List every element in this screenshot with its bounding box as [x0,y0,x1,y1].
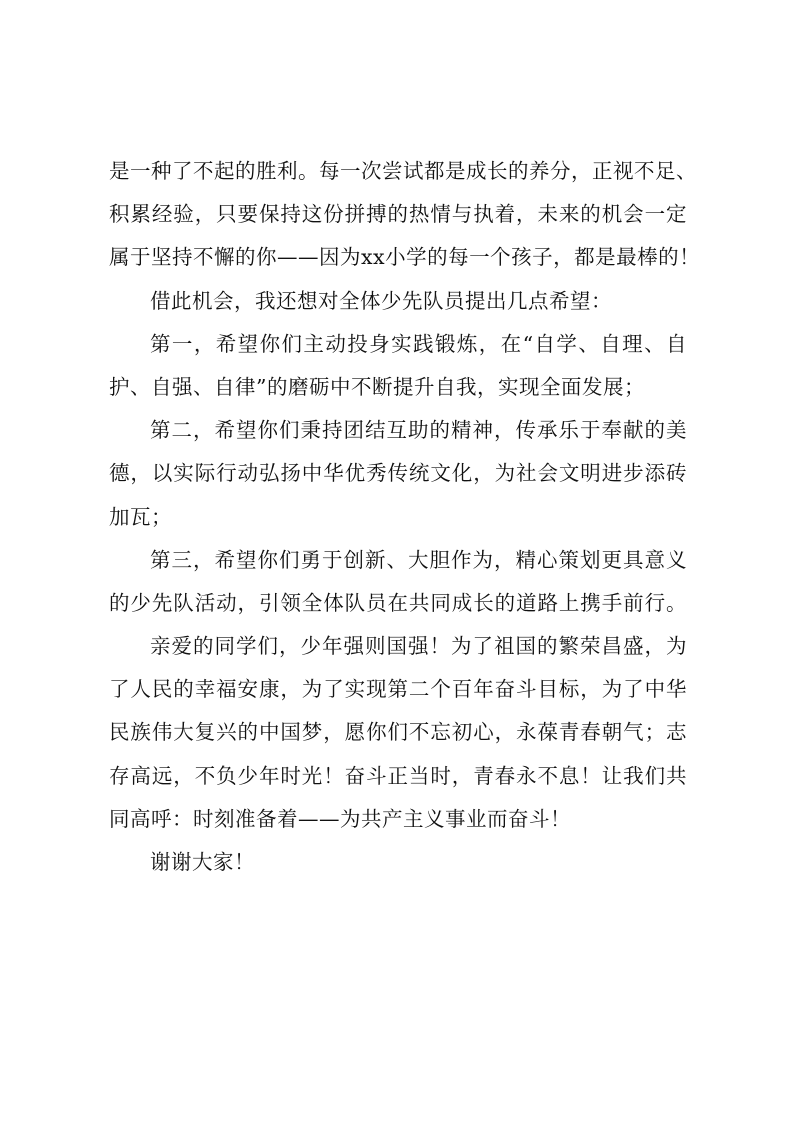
text-line: 护、自强、自律”的磨砺中不断提升自我，实现全面发展； [109,374,645,399]
text-line: 德，以实际行动弘扬中华优秀传统文化，为社会文明进步添砖 [109,461,687,486]
text-line: 的少先队活动，引领全体队员在共同成长的道路上携手前行。 [109,590,687,615]
text-line: 谢谢大家！ [150,850,255,874]
body-text [109,150,701,884]
text-line: 第一，希望你们主动投身实践锻炼，在“自学、自理、自 [150,331,687,356]
text-line: 民族伟大复兴的中国梦，愿你们不忘初心，永葆青春朝气；志 [109,720,687,745]
text-line: 是一种了不起的胜利。每一次尝试都是成长的养分，正视不足、 [109,159,697,183]
text-line: 第二，希望你们秉持团结互助的精神，传承乐于奉献的美 [150,418,687,443]
text-line: 第三，希望你们勇于创新、大胆作为，精心策划更具意义 [150,547,687,572]
text-line: 了人民的幸福安康，为了实现第二个百年奋斗目标，为了中华 [109,677,687,702]
text-line: 加瓦； [109,504,172,529]
text-line: 属于坚持不懈的你——因为xx小学的每一个孩子，都是最棒的！ [109,245,701,270]
text-line: 同高呼：时刻准备着——为共产主义事业而奋斗！ [109,806,571,831]
text-line: 借此机会，我还想对全体少先队员提出几点希望： [150,288,612,313]
text-line: 积累经验，只要保持这份拼搏的热情与执着，未来的机会一定 [109,202,687,227]
text-line: 存高远，不负少年时光！奋斗正当时，青春永不息！让我们共 [109,763,687,788]
text-line: 亲爱的同学们，少年强则国强！为了祖国的繁荣昌盛，为 [150,634,687,659]
